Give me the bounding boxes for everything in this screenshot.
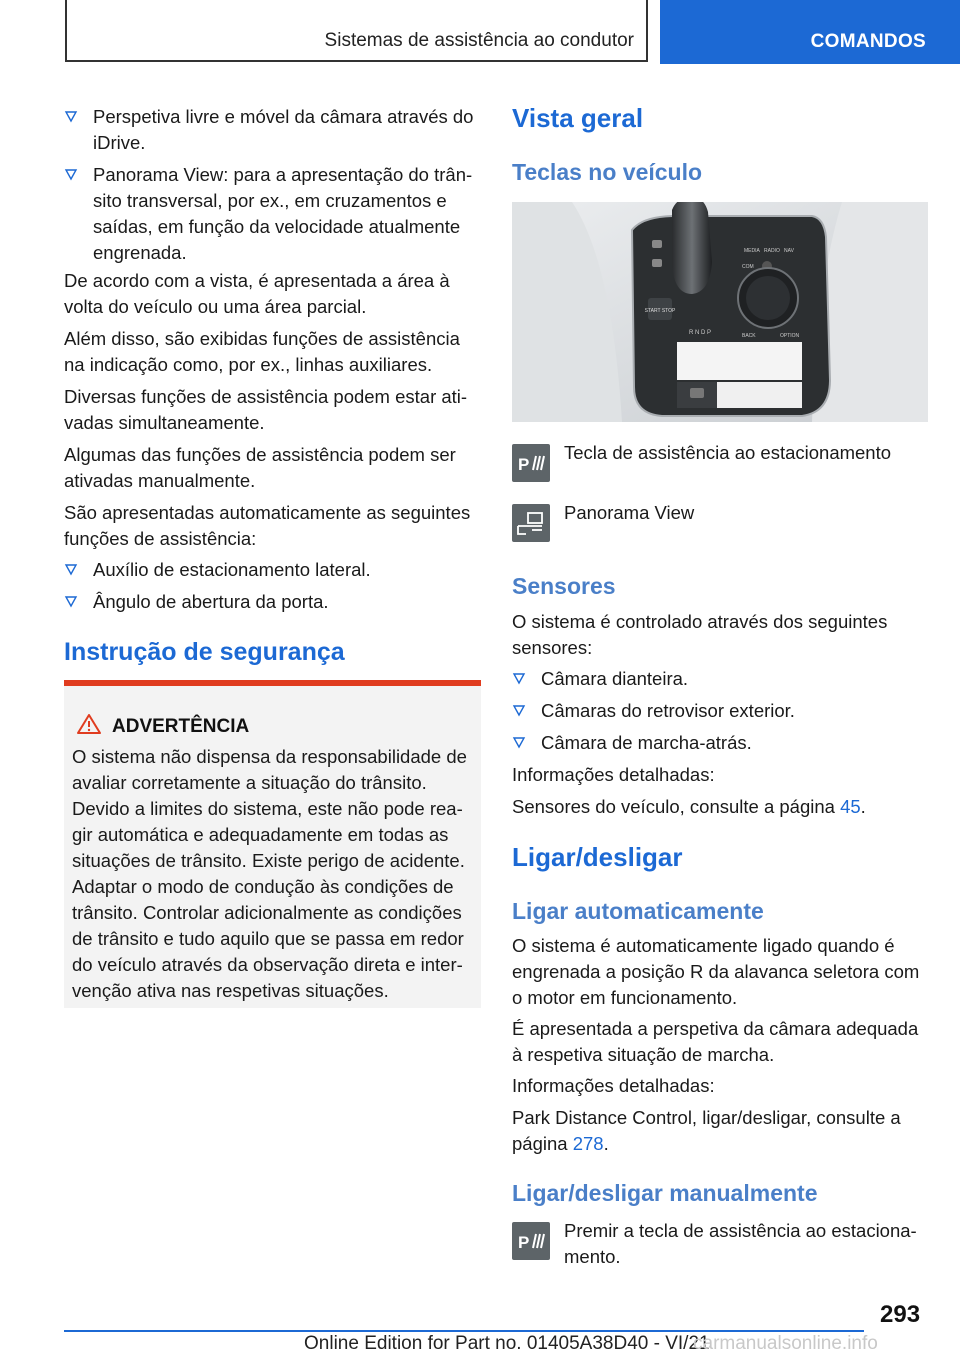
triangle-bullet-icon (64, 562, 78, 576)
back-label: BACK (742, 333, 756, 339)
header-chapter-tab (660, 0, 960, 64)
key-item-label: Tecla de assistência ao estacionamento (564, 442, 892, 463)
svg-text:P: P (518, 1233, 530, 1252)
paragraph: Informações detalhadas: (512, 764, 715, 785)
sensors-heading: Sensores (512, 573, 616, 599)
keys-heading: Teclas no veículo (512, 159, 703, 185)
footer-rule (64, 1330, 864, 1332)
page-link[interactable]: 45 (840, 796, 861, 817)
header-section-box (65, 0, 648, 62)
paragraph: Park Distance Control, ligar/desligar, consulte a página 278. (512, 1107, 901, 1154)
paragraph: O sistema é controlado através dos seguintes sensores: (512, 611, 888, 658)
page-link[interactable]: 278 (572, 1133, 604, 1154)
radio-label: RADIO (764, 248, 780, 254)
list-item-text: Câmara de marcha-atrás. (541, 732, 752, 753)
parking-assist-icon (512, 444, 550, 482)
warning-box (64, 680, 481, 1008)
list-item-text: Ângulo de abertura da porta. (93, 591, 329, 612)
list-item-text: Panorama View: para a apresentação do trânsito transversal, por ex., em cruzamentos e saídas, em função da velocidade atualmente engrenada. (93, 164, 473, 263)
triangle-bullet-icon (64, 167, 78, 181)
paragraph: Informações detalhadas: (512, 1075, 715, 1096)
overview-heading: Vista geral (512, 103, 644, 133)
safety-heading: Instrução de segurança (64, 638, 345, 666)
panorama-view-icon (512, 504, 550, 542)
gear-positions-label: R N D P (688, 330, 712, 336)
header-chapter-label: COMANDOS (810, 31, 926, 52)
list-item-text: Câmaras do retrovisor exterior. (541, 700, 795, 721)
footer-edition: Online Edition for Part no. 01405A38D40 - VI/21 (304, 1333, 710, 1354)
start-stop-label: START STOP (644, 308, 676, 314)
warning-triangle-icon (76, 713, 102, 735)
paragraph: É apresentada a perspetiva da câmara adequada à respetiva situação de marcha. (512, 1018, 919, 1065)
triangle-bullet-icon (512, 735, 526, 749)
key-item-label: Panorama View (564, 502, 695, 523)
warning-title: ADVERTÊNCIA (112, 716, 250, 737)
triangle-bullet-icon (64, 594, 78, 608)
paragraph: Diversas funções de assistência podem estar ativadas simultaneamente. (64, 386, 468, 433)
center-console-photo (512, 202, 928, 422)
paragraph: O sistema é automaticamente ligado quando é engrenada a posição R da alavanca seletora com o motor em funcionamento. (512, 935, 920, 1008)
triangle-bullet-icon (512, 703, 526, 717)
triangle-bullet-icon (512, 671, 526, 685)
paragraph: Além disso, são exibidas funções de assistência na indicação como, por ex., linhas auxiliares. (64, 328, 460, 375)
header-section-title: Sistemas de assistência ao condutor (324, 30, 634, 51)
list-item-text: Câmara dianteira. (541, 668, 689, 689)
nav-label: NAV (784, 248, 794, 254)
paragraph: De acordo com a vista, é apresentada a área à volta do veículo ou uma área parcial. (64, 270, 450, 317)
center-console-illustration (512, 202, 928, 422)
parking-assist-icon (512, 1222, 550, 1260)
com-label: COM (742, 264, 754, 270)
list-item-text: Auxílio de estacionamento lateral. (93, 559, 371, 580)
manual-instruction: Premir a tecla de assistência ao estacionamento. (564, 1220, 917, 1267)
cross-reference-text: Sensores do veículo, consulte a página (512, 796, 835, 817)
paragraph: São apresentadas automaticamente as seguintes funções de assistência: (64, 502, 471, 549)
manual-heading: Ligar/desligar manualmente (512, 1180, 818, 1206)
paragraph: Sensores do veículo, consulte a página 45. (512, 796, 866, 817)
footer-watermark: carmanualsonline.info (693, 1333, 878, 1354)
auto-heading: Ligar automaticamente (512, 898, 764, 924)
onoff-heading: Ligar/desligar (512, 842, 683, 872)
option-label: OPTION (780, 333, 800, 339)
warning-body: O sistema não dispensa da responsabilidade de avaliar corretamente a situação do trânsito. Devido a limites do sistema, este não pode reagir automática e adequadamente em todas as situações de trânsito. Existe perigo de acidente. Adaptar o modo de condução às condições de trânsito. Controlar adicionalmente as condições de trânsito e tudo aquilo que se passa em redor do veículo através da observação direta e intervenção ativa nas respetivas situações. (72, 746, 467, 1001)
triangle-bullet-icon (64, 109, 78, 123)
cross-reference-text: Park Distance Control, ligar/desligar, consulte a página (512, 1107, 901, 1154)
paragraph: Algumas das funções de assistência podem ser ativadas manualmente. (64, 444, 456, 491)
media-label: MEDIA (744, 248, 760, 254)
svg-text:P: P (518, 455, 530, 474)
list-item-text: Perspetiva livre e móvel da câmara através do iDrive. (93, 106, 474, 153)
page-number: 293 (880, 1301, 921, 1328)
